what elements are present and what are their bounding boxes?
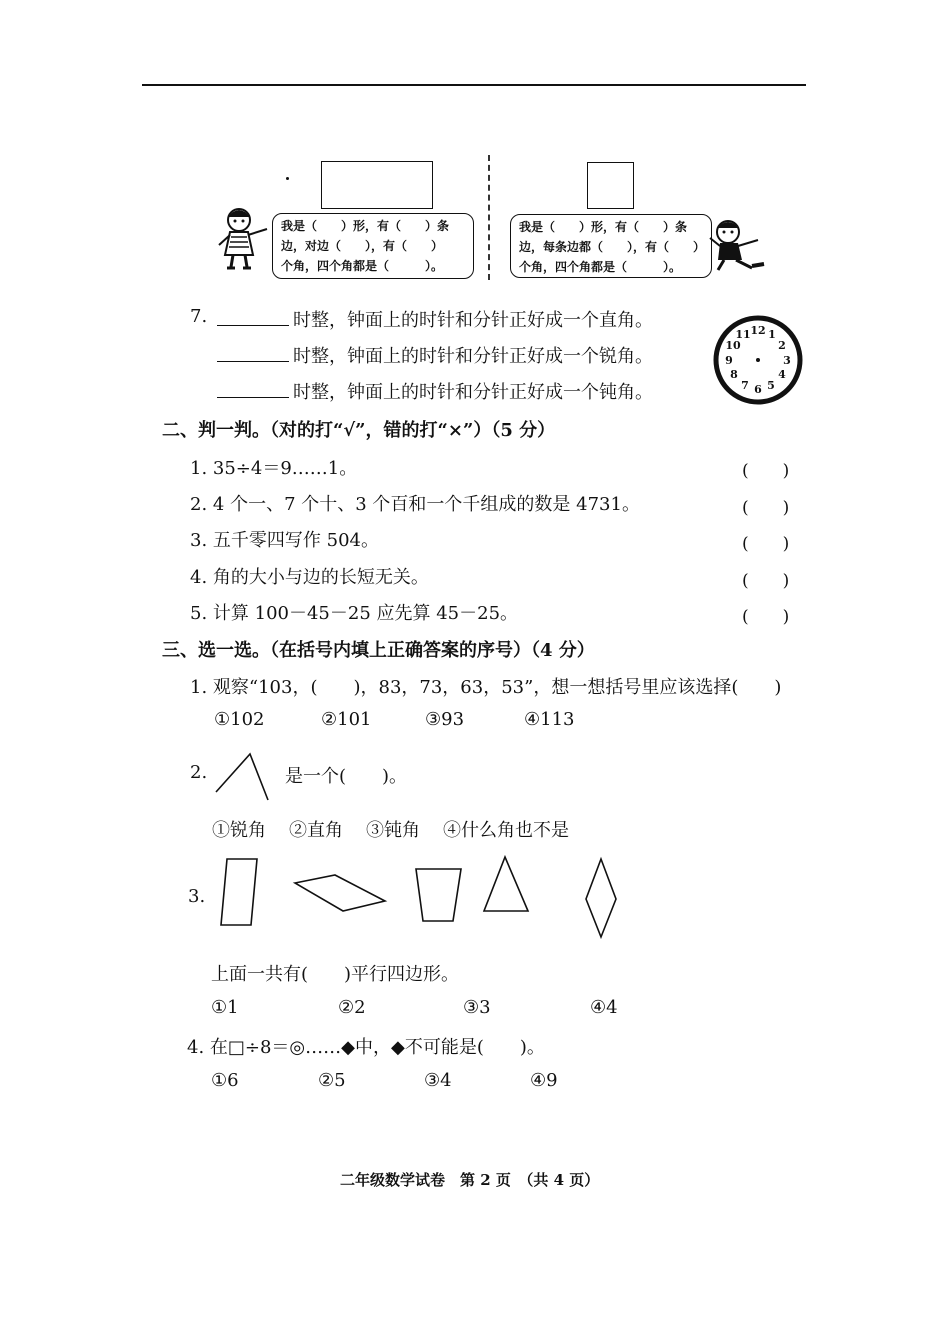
s3-q4-option-4[interactable]: ④9 [530, 1070, 558, 1091]
s2-item-2: 2. 4 个一、7 个十、3 个百和一个千组成的数是 4731。 [190, 494, 640, 515]
clock-num-11: 11 [735, 328, 751, 341]
q7-number: 7. [190, 306, 208, 327]
s3-q1-text: 1. 观察“103，( )，83，73，63，53”，想一想括号里应该选择( ) [190, 677, 782, 698]
s3-q2-option-1[interactable]: ①锐角 [212, 820, 266, 841]
trapezoid-shape [416, 869, 461, 921]
angle-figure-icon [214, 748, 278, 804]
s3-q4-option-1[interactable]: ①6 [211, 1070, 239, 1091]
q7-line-2 [217, 342, 653, 368]
clock-icon [712, 314, 804, 406]
boy-character-icon [708, 218, 772, 274]
s3-q1-option-4[interactable]: ④113 [524, 709, 575, 730]
s3-q2-number: 2. [190, 762, 208, 783]
right-bubble-line-1: 我是（ ）形，有（ ）条 [519, 220, 688, 234]
s3-q2-option-3[interactable]: ③钝角 [366, 820, 420, 841]
s2-item-4: 4. 角的大小与边的长短无关。 [190, 567, 429, 588]
q7-text-3: 时整，钟面上的时针和分针正好成一个钝角。 [293, 382, 653, 403]
clock-num-10: 10 [725, 339, 741, 352]
s3-q1-option-1[interactable]: ①102 [214, 709, 265, 730]
rhombus-shape [586, 859, 616, 937]
s2-answer-1[interactable]: ( ) [742, 461, 790, 481]
right-speech-bubble [510, 214, 712, 278]
section-2-title: 二、判一判。（对的打“√”，错的打“×”）（5 分） [162, 420, 556, 441]
q7-line-3 [217, 378, 653, 404]
s2-answer-5[interactable]: ( ) [742, 607, 790, 627]
clock-num-2: 2 [778, 339, 786, 352]
s3-q3-option-3[interactable]: ③3 [463, 997, 491, 1018]
rectangle-shape [321, 161, 433, 209]
left-speech-bubble [272, 213, 474, 279]
stray-dot [286, 177, 289, 180]
section-3-title: 三、选一选。（在括号内填上正确答案的序号）（4 分） [162, 640, 595, 661]
triangle-shape [484, 857, 528, 911]
s2-answer-2[interactable]: ( ) [742, 498, 790, 518]
s3-q3-number: 3. [188, 886, 206, 907]
s3-q4-text: 4. 在□÷8＝◎……◆中，◆不可能是( )。 [187, 1037, 545, 1058]
s3-q3-option-4[interactable]: ④4 [590, 997, 618, 1018]
q7-blank-3[interactable] [217, 396, 289, 398]
s3-q4-option-3[interactable]: ③4 [424, 1070, 452, 1091]
shapes-figure [215, 855, 625, 943]
s3-q2-text: 是一个( )。 [285, 766, 408, 787]
s3-q3-text: 上面一共有( )平行四边形。 [211, 964, 460, 985]
top-rule [142, 84, 806, 86]
q7-text-2: 时整，钟面上的时针和分针正好成一个锐角。 [293, 346, 653, 367]
left-bubble-line-2: 边，对边（ ），有（ ） [281, 239, 444, 253]
parallelogram-shape-1 [221, 859, 257, 925]
s3-q2-option-2[interactable]: ②直角 [289, 820, 343, 841]
clock-num-9: 9 [725, 354, 733, 367]
q7-line-1 [217, 306, 653, 332]
q7-blank-1[interactable] [217, 324, 289, 326]
clock-num-4: 4 [778, 368, 786, 381]
right-bubble-line-3: 个角，四个角都是（ ）。 [519, 260, 682, 274]
dashed-divider [488, 155, 490, 280]
s2-answer-4[interactable]: ( ) [742, 571, 790, 591]
s2-item-3: 3. 五千零四写作 504。 [190, 530, 379, 551]
clock-num-5: 5 [767, 379, 775, 392]
clock-num-3: 3 [783, 354, 791, 367]
s2-answer-3[interactable]: ( ) [742, 534, 790, 554]
s3-q1-option-3[interactable]: ③93 [425, 709, 465, 730]
parallelogram-shape-2 [295, 875, 385, 911]
s3-q1-option-2[interactable]: ②101 [321, 709, 372, 730]
page-footer: 二年级数学试卷 第 2 页 （共 4 页） [340, 1171, 600, 1189]
q7-blank-2[interactable] [217, 360, 289, 362]
clock-num-6: 6 [754, 383, 762, 396]
s3-q3-option-2[interactable]: ②2 [338, 997, 366, 1018]
right-bubble-line-2: 边，每条边都（ ），有（ ） [519, 240, 706, 254]
clock-num-8: 8 [730, 368, 738, 381]
s3-q4-option-2[interactable]: ②5 [318, 1070, 346, 1091]
s2-item-5: 5. 计算 100－45－25 应先算 45－25。 [190, 603, 519, 624]
clock-num-7: 7 [741, 379, 749, 392]
s3-q2-option-4[interactable]: ④什么角也不是 [443, 820, 569, 841]
girl-character-icon [215, 205, 275, 275]
s2-item-1: 1. 35÷4＝9……1。 [190, 458, 358, 479]
clock-num-1: 1 [768, 328, 776, 341]
square-shape [587, 162, 634, 209]
left-bubble-line-3: 个角，四个角都是（ ）。 [281, 259, 444, 273]
q7-text-1: 时整，钟面上的时针和分针正好成一个直角。 [293, 310, 653, 331]
clock-num-12: 12 [750, 324, 766, 337]
left-bubble-line-1: 我是（ ）形，有（ ）条 [281, 219, 450, 233]
s3-q3-option-1[interactable]: ①1 [211, 997, 239, 1018]
